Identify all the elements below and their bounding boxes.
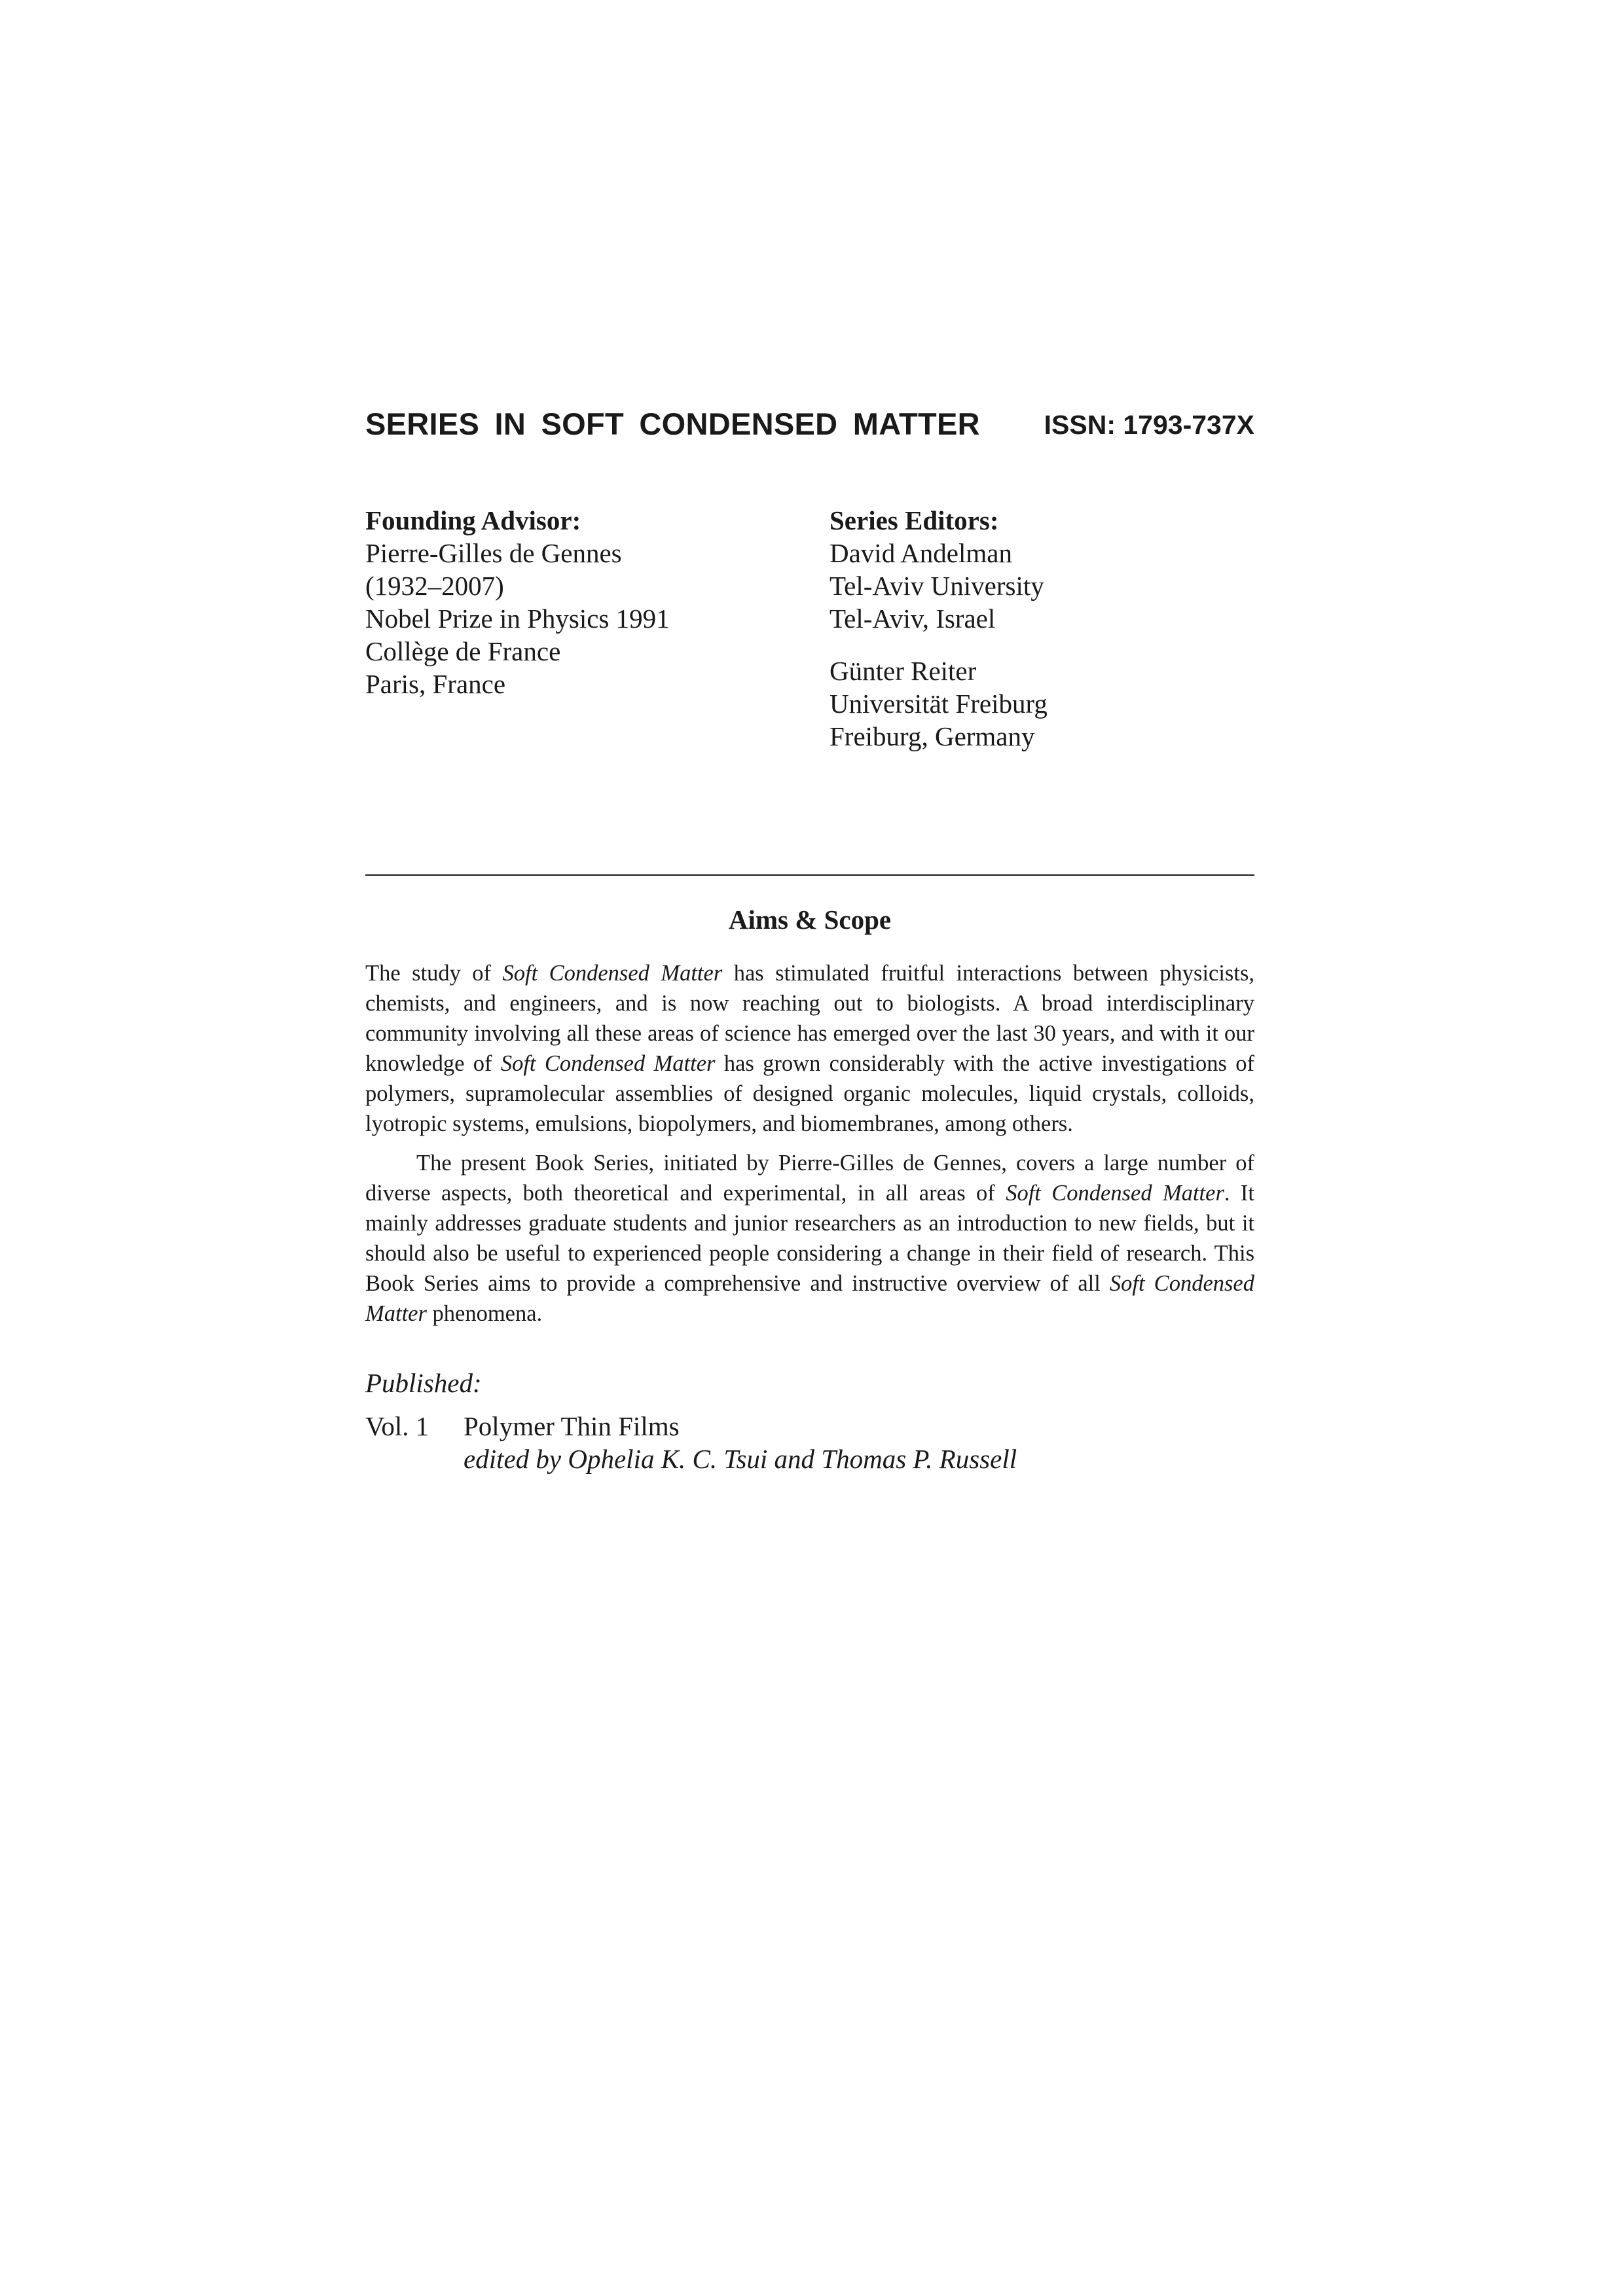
emphasis-term: Soft Condensed Matter <box>365 1271 1254 1326</box>
book-series-page <box>365 406 1254 1474</box>
series-header <box>365 406 1254 452</box>
series-editors-heading: Series Editors: <box>830 505 999 535</box>
editor-spacer <box>830 635 1255 655</box>
founding-advisor-block <box>365 504 811 700</box>
emphasis-term: Soft Condensed Matter <box>502 961 723 986</box>
issn-label: ISSN: 1793-737X <box>1044 410 1254 440</box>
aims-text: The study of <box>365 961 503 986</box>
advisor-line: Collège de France <box>365 636 561 666</box>
aims-text: . It mainly addresses graduate students and junior researchers as an introduction to new fields, but it should also be useful to experienced people considering a change in their field of research. This Book Series aims to provide a comprehensive and instructive overview of all <box>365 1181 1254 1296</box>
editor-1-location: Tel-Aviv, Israel <box>830 603 996 634</box>
editor-1-name: David Andelman <box>830 538 1012 568</box>
aims-text: The present Book Series, initiated by Pierre-Gilles de Gennes, covers a large number of diverse aspects, both theoretical and experimental, in all areas of <box>365 1151 1254 1206</box>
aims-scope-heading: Aims & Scope <box>728 905 892 935</box>
emphasis-term: Soft Condensed Matter <box>1006 1181 1224 1206</box>
series-editors-block <box>830 504 1255 753</box>
advisor-line: Nobel Prize in Physics 1991 <box>365 603 670 634</box>
editor-1-affiliation: Tel-Aviv University <box>830 571 1044 601</box>
advisor-line: Paris, France <box>365 669 506 699</box>
aims-text: phenomena. <box>426 1301 543 1326</box>
editor-2-affiliation: Universität Freiburg <box>830 689 1048 719</box>
published-label: Published: <box>365 1368 482 1398</box>
aims-text: has stimulated fruitful interactions between physicists, chemists, and engineers, and is now reaching out to biologists. A broad interdisciplinary community involving all these areas of science has emerged over the last 30 years, and with it our knowledge of <box>365 961 1254 1076</box>
volume-entry <box>365 1410 1254 1475</box>
people-section <box>365 504 1254 1474</box>
advisor-line: (1932–2007) <box>365 571 504 601</box>
published-section <box>365 1367 1254 1475</box>
emphasis-term: Soft Condensed Matter <box>500 1051 716 1076</box>
advisor-line: Pierre-Gilles de Gennes <box>365 538 622 568</box>
section-divider <box>365 874 1254 876</box>
volume-title: Polymer Thin Films <box>464 1411 680 1441</box>
aims-text: has grown considerably with the active investigations of polymers, supramolecular assemblies of designed organic molecules, liquid crystals, colloids, lyotropic systems, emulsions, biopolymers, and biomembranes, among others. <box>365 1051 1254 1136</box>
series-title: SERIES IN SOFT CONDENSED MATTER <box>365 406 980 441</box>
founding-advisor-heading: Founding Advisor: <box>365 505 581 535</box>
aims-scope-section <box>365 903 1254 1475</box>
editor-2-name: Günter Reiter <box>830 656 977 686</box>
volume-editors: edited by Ophelia K. C. Tsui and Thomas P. Russell <box>464 1444 1017 1474</box>
volume-number: Vol. 1 <box>365 1411 429 1441</box>
aims-paragraph-1 <box>365 958 1254 1139</box>
editor-2-location: Freiburg, Germany <box>830 721 1035 751</box>
aims-paragraph-2 <box>365 1148 1254 1329</box>
